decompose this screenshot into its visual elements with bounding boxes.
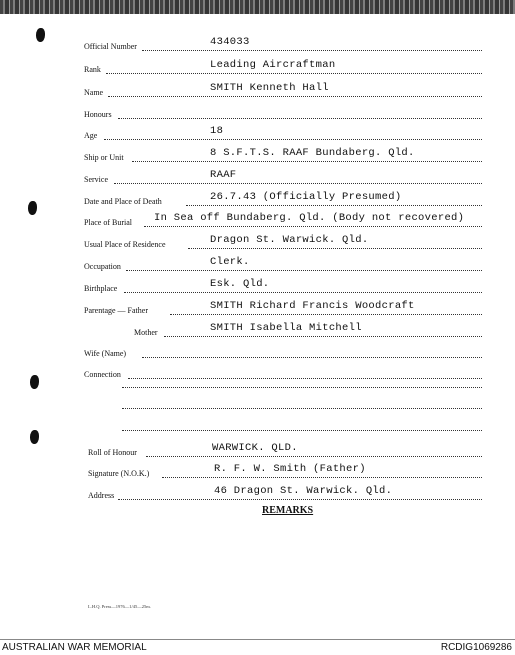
address-label: Address <box>88 491 115 500</box>
residence-value: Dragon St. Warwick. Qld. <box>210 234 369 246</box>
footer-record-id: RCDIG1069286 <box>440 642 512 653</box>
name-label: Name <box>84 88 104 97</box>
occupation-row <box>0 252 515 272</box>
service-row <box>0 165 515 185</box>
name-value: SMITH Kenneth Hall <box>210 82 329 94</box>
birthplace-value: Esk. Qld. <box>210 278 270 290</box>
age-label: Age <box>84 131 98 140</box>
official-number-line <box>142 50 482 51</box>
wife-label: Wife (Name) <box>84 349 127 358</box>
residence-line <box>188 248 482 249</box>
burial-line <box>144 226 482 227</box>
death-line <box>186 205 482 206</box>
roll-of-honour-value: WARWICK. QLD. <box>212 442 298 454</box>
service-line <box>114 183 482 184</box>
mother-row <box>0 318 515 338</box>
name-line <box>108 96 482 97</box>
address-line <box>118 499 482 500</box>
roll-of-honour-line <box>146 456 482 457</box>
age-value: 18 <box>210 125 224 137</box>
roll-of-honour-row <box>0 438 515 458</box>
death-label: Date and Place of Death <box>84 197 162 206</box>
mother-line <box>164 336 482 337</box>
ship-or-unit-line <box>132 161 482 162</box>
address-row <box>0 481 515 501</box>
occupation-label: Occupation <box>84 262 121 271</box>
honours-line <box>118 118 482 119</box>
death-value: 26.7.43 (Officially Presumed) <box>210 191 402 203</box>
wife-row <box>0 339 515 359</box>
father-row <box>0 296 515 316</box>
father-value: SMITH Richard Francis Woodcraft <box>210 300 415 312</box>
occupation-value: Clerk. <box>210 256 250 268</box>
mother-value: SMITH Isabella Mitchell <box>210 322 362 334</box>
address-value: 46 Dragon St. Warwick. Qld. <box>214 485 393 497</box>
residence-label: Usual Place of Residence <box>84 240 166 249</box>
ship-or-unit-value: 8 S.F.T.S. RAAF Bundaberg. Qld. <box>210 147 415 159</box>
residence-row <box>0 230 515 250</box>
father-line <box>170 314 482 315</box>
connection-line-3 <box>122 408 482 409</box>
birthplace-label: Birthplace <box>84 284 118 293</box>
death-row <box>0 187 515 207</box>
connection-line-4 <box>122 430 482 431</box>
service-label: Service <box>84 175 108 184</box>
father-label: Parentage — Father <box>84 306 148 315</box>
rank-row <box>0 55 515 75</box>
age-line <box>104 139 482 140</box>
form-code: L.H.Q. Press—1976—1/45—25m. <box>88 604 151 609</box>
connection-line <box>128 378 482 379</box>
official-number-value: 434033 <box>210 36 250 48</box>
signature-value: R. F. W. Smith (Father) <box>214 463 366 475</box>
official-number-label: Official Number <box>84 42 137 51</box>
burial-label: Place of Burial <box>84 218 132 227</box>
connection-line-2 <box>122 387 482 388</box>
scan-edge-top <box>0 0 515 14</box>
connection-label: Connection <box>84 370 121 379</box>
rank-line <box>106 73 482 74</box>
honours-row <box>0 100 515 120</box>
rank-value: Leading Aircraftman <box>210 59 336 71</box>
name-row <box>0 78 515 98</box>
official-number-row <box>0 32 515 52</box>
burial-value: In Sea off Bundaberg. Qld. (Body not recovered) <box>154 212 465 224</box>
birthplace-row <box>0 274 515 294</box>
ship-or-unit-row <box>0 143 515 163</box>
roll-of-honour-label: Roll of Honour <box>88 448 137 457</box>
ship-or-unit-label: Ship or Unit <box>84 153 124 162</box>
remarks-heading: REMARKS <box>262 505 314 516</box>
service-value: RAAF <box>210 169 237 181</box>
rank-label: Rank <box>84 65 101 74</box>
signature-line <box>162 477 482 478</box>
wife-line <box>142 357 482 358</box>
birthplace-line <box>124 292 482 293</box>
burial-row <box>0 208 515 228</box>
footer-institution: AUSTRALIAN WAR MEMORIAL <box>2 642 147 653</box>
honours-label: Honours <box>84 110 112 119</box>
mother-label: Mother <box>134 328 158 337</box>
connection-row <box>0 360 515 380</box>
footer-bar <box>0 639 515 655</box>
signature-label: Signature (N.O.K.) <box>88 469 150 478</box>
signature-row <box>0 459 515 479</box>
age-row <box>0 121 515 141</box>
occupation-line <box>126 270 482 271</box>
